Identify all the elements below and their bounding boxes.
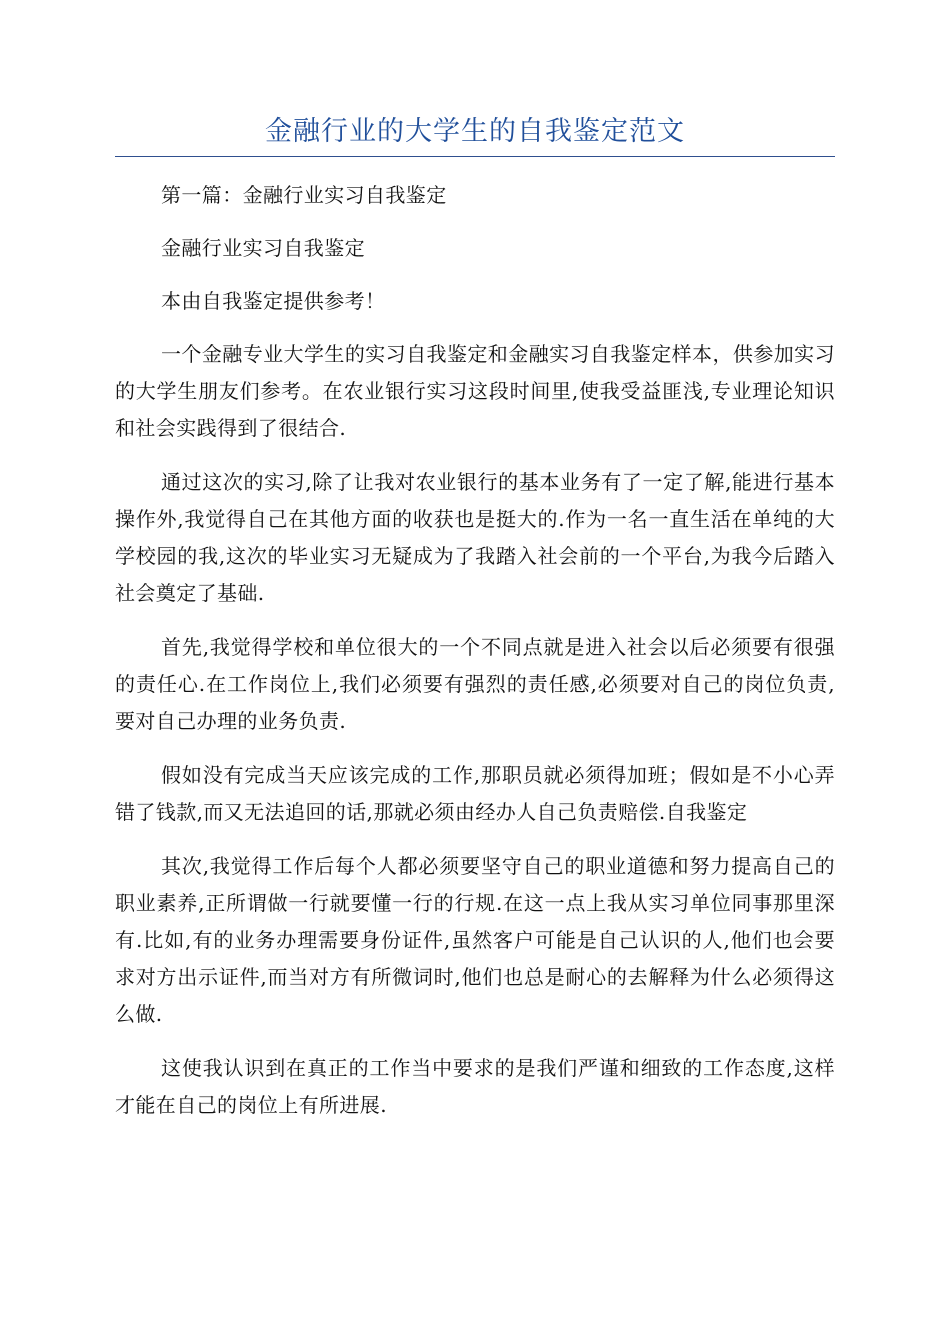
paragraph-subtitle: 金融行业实习自我鉴定 bbox=[161, 236, 365, 260]
document-title: 金融行业的大学生的自我鉴定范文 bbox=[265, 116, 685, 147]
title-block bbox=[115, 112, 835, 157]
paragraph-overtime-compensation: 假如没有完成当天应该完成的工作,那职员就必须得加班；假如是不小心弄错了钱款,而又无法追回的话,那就必须由经办人自己负责赔偿.自我鉴定 bbox=[115, 763, 835, 824]
paragraph-responsibility: 首先,我觉得学校和单位很大的一个不同点就是进入社会以后必须要有很强的责任心.在工作岗位上,我们必须要有强烈的责任感,必须要对自己的岗位负责,要对自己办理的业务负责. bbox=[115, 635, 835, 733]
paragraph-professional-ethics: 其次,我觉得工作后每个人都必须要坚守自己的职业道德和努力提高自己的职业素养,正所谓做一行就要懂一行的行规.在这一点上我从实习单位同事那里深有.比如,有的业务办理需要身份证件,虽然客户可能是自己认识的人,他们也会要求对方出示证件,而当对方有所微词时,他们也总是耐心的去解释为什么必须得这么做. bbox=[115, 854, 835, 1026]
paragraph-source-note: 本由自我鉴定提供参考！ bbox=[161, 289, 386, 313]
paragraph-conclusion: 这使我认识到在真正的工作当中要求的是我们严谨和细致的工作态度,这样才能在自己的岗位上有所进展. bbox=[115, 1056, 835, 1117]
paragraph-internship-gains: 通过这次的实习,除了让我对农业银行的基本业务有了一定了解,能进行基本操作外,我觉得自己在其他方面的收获也是挺大的.作为一名一直生活在单纯的大学校园的我,这次的毕业实习无疑成为了我踏入社会前的一个平台,为我今后踏入社会奠定了基础. bbox=[115, 470, 835, 605]
paragraph-introduction: 一个金融专业大学生的实习自我鉴定和金融实习自我鉴定样本，供参加实习的大学生朋友们参考。在农业银行实习这段时间里,使我受益匪浅,专业理论知识和社会实践得到了很结合. bbox=[115, 342, 835, 440]
document-body bbox=[115, 177, 835, 1141]
paragraph-section-heading: 第一篇：金融行业实习自我鉴定 bbox=[161, 183, 447, 207]
